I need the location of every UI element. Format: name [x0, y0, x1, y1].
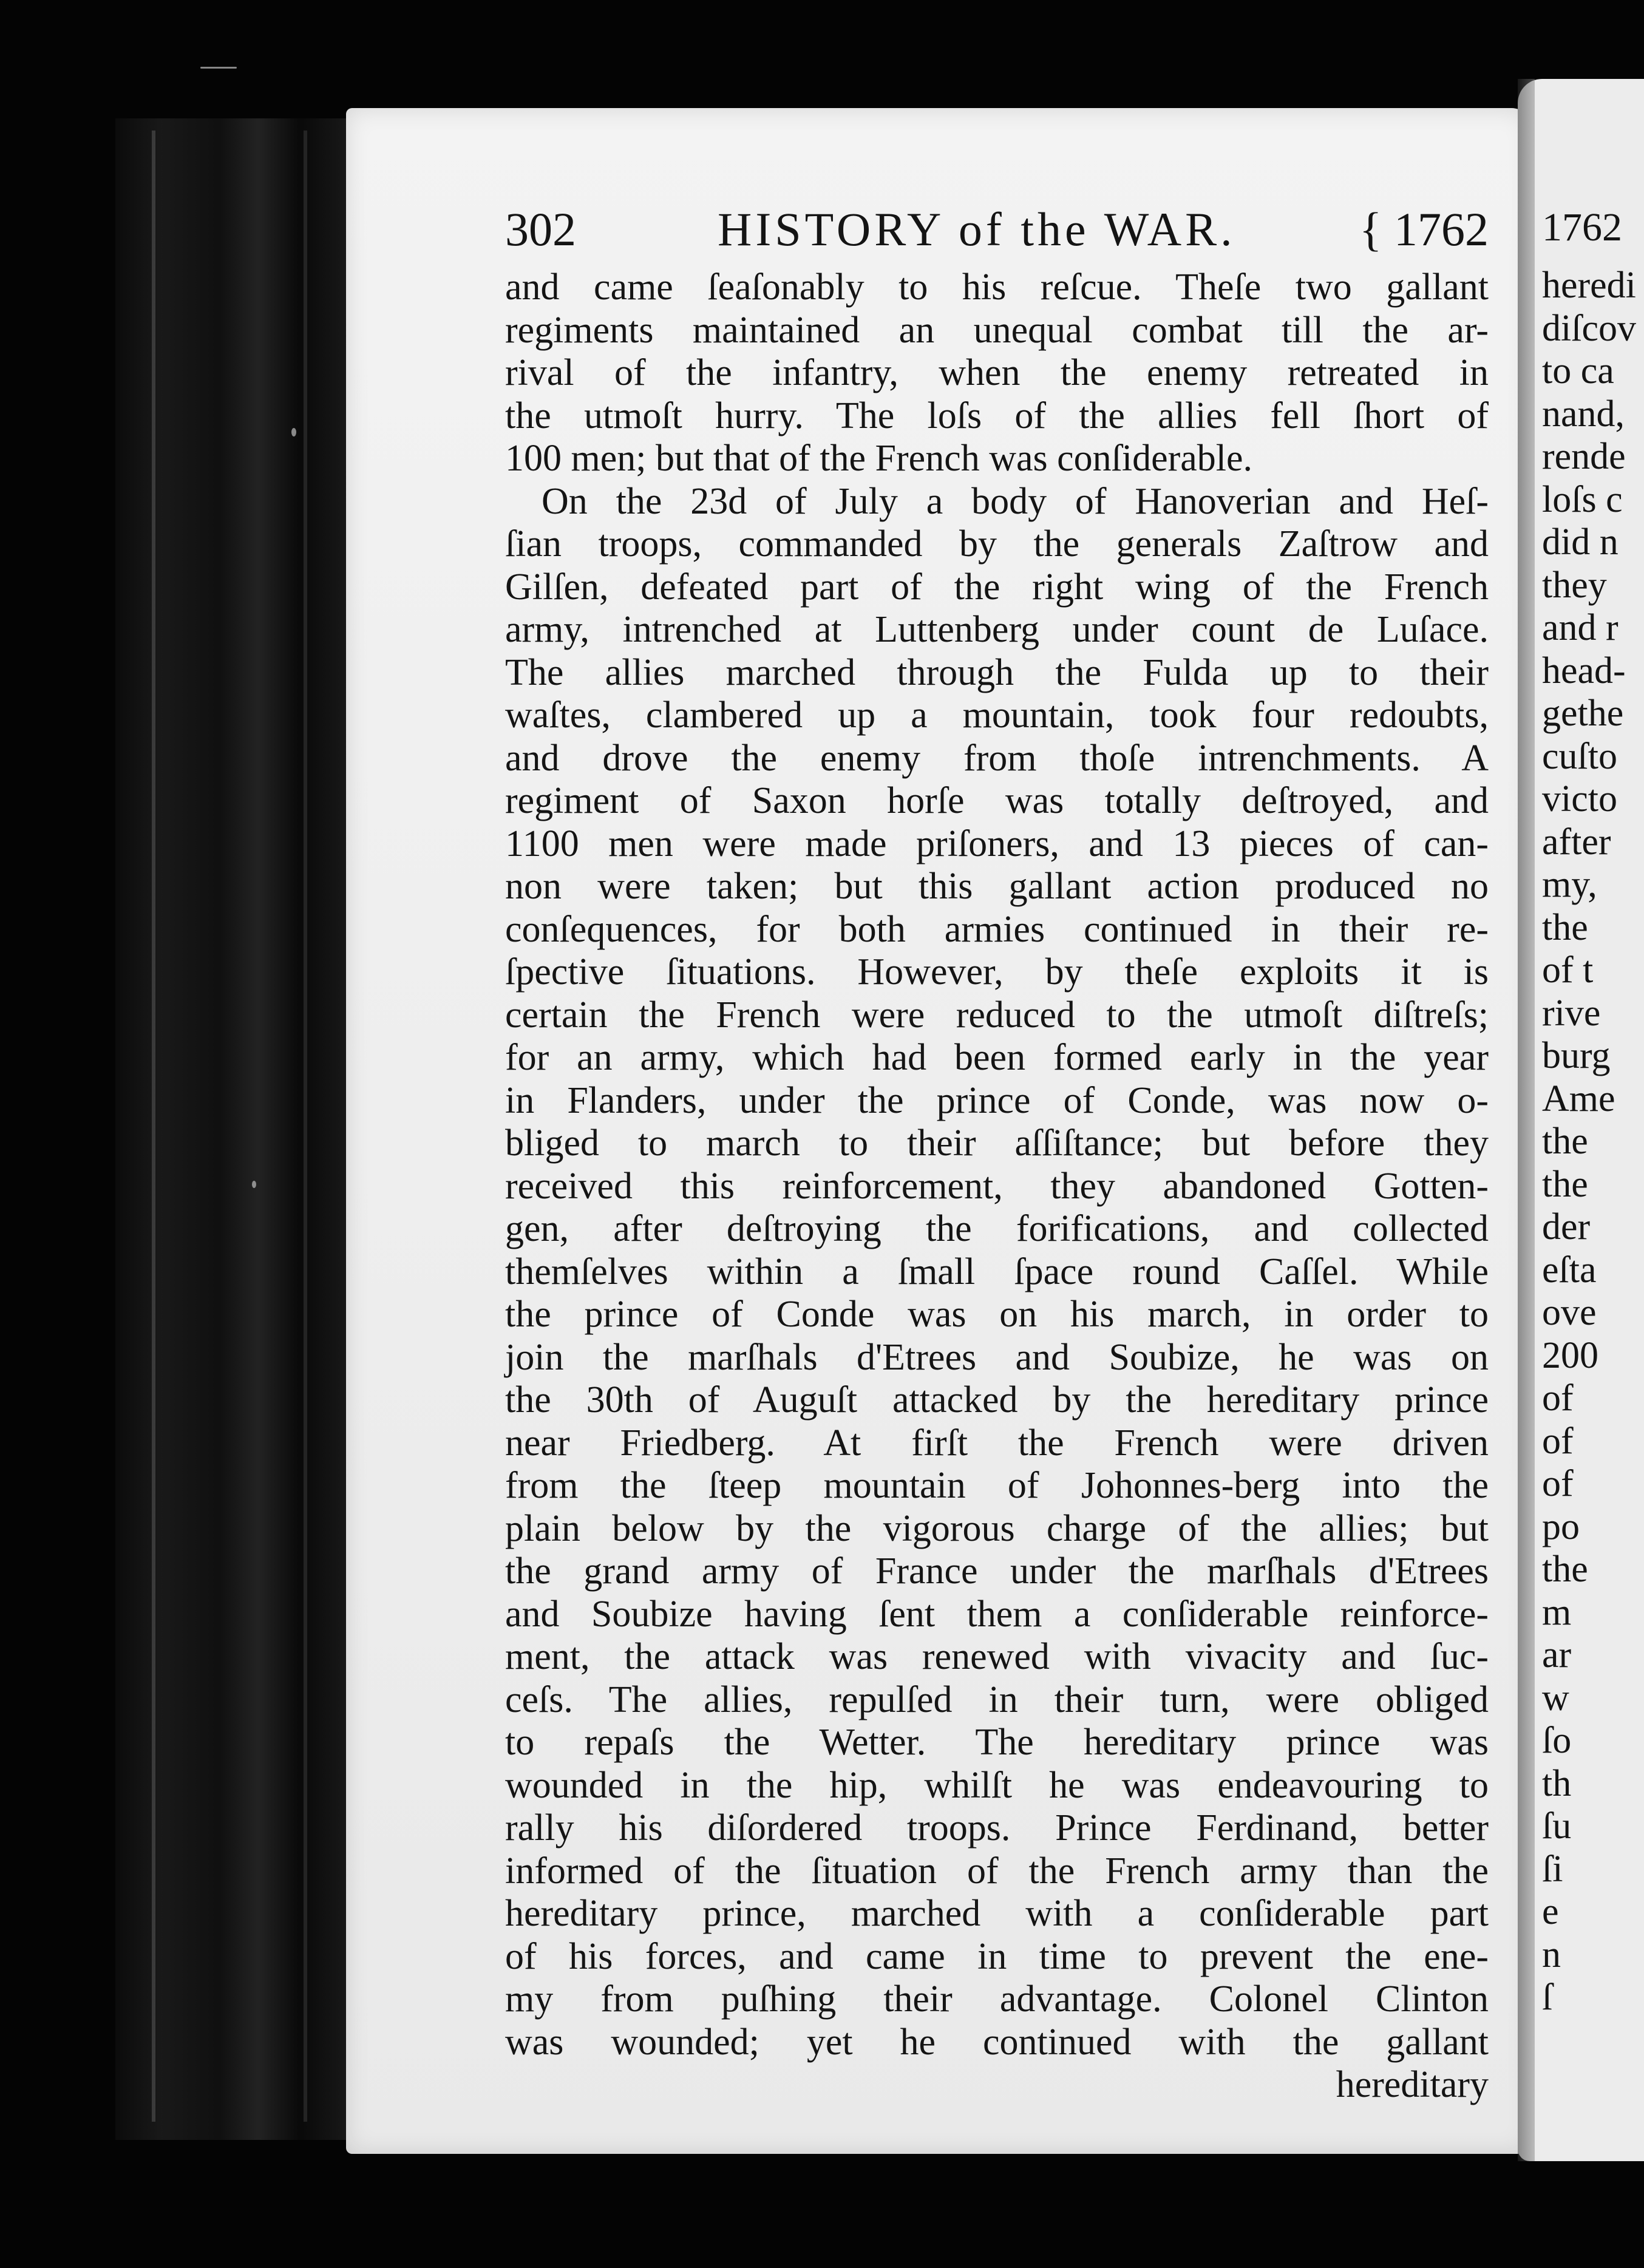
- text-line: Gilſen, defeated part of the right wing of the French: [505, 566, 1489, 608]
- text-line: near Friedberg. At firſt the French were driven: [505, 1422, 1489, 1464]
- right-page-text-line: e: [1542, 1891, 1559, 1932]
- right-page-text-line: w: [1542, 1677, 1569, 1719]
- right-page-text-block: [1542, 191, 1636, 2019]
- right-page-text-line: n: [1542, 1934, 1561, 1975]
- right-page-text-line: the: [1542, 1163, 1588, 1205]
- text-line: was wounded; yet he continued with the gallant: [505, 2021, 1489, 2063]
- right-page-text-line: eſta: [1542, 1249, 1597, 1291]
- text-line: army, intrenched at Luttenberg under count de Luſace.: [505, 609, 1489, 650]
- text-line: to repaſs the Wetter. The hereditary prince was: [505, 1722, 1489, 1763]
- right-page-text-line: cuſto: [1542, 735, 1617, 777]
- text-line: non were taken; but this gallant action produced no: [505, 866, 1489, 907]
- right-page-text-line: of t: [1542, 949, 1594, 991]
- text-line: 1100 men were made priſoners, and 13 pieces of can-: [505, 823, 1489, 864]
- right-page-text-line: 200: [1542, 1334, 1598, 1376]
- text-line: my from puſhing their advantage. Colonel Clinton: [505, 1978, 1489, 2020]
- right-page-text-line: the: [1542, 1121, 1588, 1162]
- text-line: The allies marched through the Fulda up to their: [505, 651, 1489, 693]
- right-page-text-line: loſs c: [1542, 478, 1623, 520]
- catchword: hereditary: [1336, 2064, 1489, 2105]
- right-page-text-line: of: [1542, 1463, 1574, 1504]
- text-line: bliged to march to their aſſiſtance; but before they: [505, 1122, 1489, 1164]
- binding-edge: [152, 131, 155, 2122]
- right-page-text-line: of: [1542, 1377, 1574, 1419]
- right-page-text-line: th: [1542, 1762, 1572, 1804]
- text-line: ment, the attack was renewed with vivacity and ſuc-: [505, 1636, 1489, 1677]
- text-line: for an army, which had been formed early in the year: [505, 1037, 1489, 1078]
- text-line: rival of the infantry, when the enemy retreated in: [505, 352, 1489, 393]
- right-page-body-text: [1542, 264, 1636, 2019]
- right-page-text-line: ſo: [1542, 1720, 1572, 1761]
- text-line: waſtes, clambered up a mountain, took four redoubts,: [505, 694, 1489, 736]
- right-page-text-line: diſcov: [1542, 307, 1636, 349]
- right-page-text-line: Ame: [1542, 1078, 1615, 1119]
- body-text: [505, 266, 1489, 2063]
- right-page-text-line: victo: [1542, 778, 1617, 820]
- binding-edge: [304, 131, 307, 2122]
- text-line: the grand army of France under the marſhals d'Etrees: [505, 1550, 1489, 1592]
- text-line: regiment of Saxon horſe was totally deſtroyed, and: [505, 780, 1489, 821]
- text-line: the 30th of Auguſt attacked by the hereditary prince: [505, 1379, 1489, 1421]
- right-page-text-line: heredi: [1542, 265, 1636, 306]
- text-line: rally his diſordered troops. Prince Ferdinand, better: [505, 1807, 1489, 1849]
- left-page-text-block: [505, 193, 1489, 2106]
- right-page-text-line: after: [1542, 821, 1611, 863]
- right-page-text-line: gethe: [1542, 693, 1624, 734]
- text-line: in Flanders, under the prince of Conde, was now o-: [505, 1079, 1489, 1121]
- right-page-text-line: ove: [1542, 1292, 1597, 1333]
- text-line: 100 men; but that of the French was conſiderable.: [505, 438, 1253, 479]
- text-line: hereditary prince, marched with a conſiderable part: [505, 1893, 1489, 1934]
- right-page-text-line: the: [1542, 906, 1588, 948]
- text-line: ſpective ſituations. However, by theſe exploits it is: [505, 951, 1489, 993]
- right-page-year: 1762: [1542, 205, 1622, 250]
- right-page-text-line: and r: [1542, 607, 1619, 648]
- text-line: and drove the enemy from thoſe intrenchments. A: [505, 737, 1489, 779]
- right-page-text-line: to ca: [1542, 350, 1614, 392]
- right-page-text-line: of: [1542, 1420, 1574, 1462]
- year-marker: { 1762: [1359, 203, 1489, 256]
- book-binding: [115, 118, 346, 2140]
- text-line: certain the French were reduced to the utmoſt diſtreſs;: [505, 994, 1489, 1036]
- right-page-text-line: did n: [1542, 521, 1619, 563]
- scan-speck: [291, 428, 296, 436]
- right-page-text-line: burg: [1542, 1035, 1611, 1076]
- page-number: 302: [505, 203, 576, 256]
- right-page-text-line: der: [1542, 1206, 1591, 1248]
- text-line: wounded in the hip, whilſt he was endeavouring to: [505, 1764, 1489, 1806]
- text-line: conſequences, for both armies continued in their re-: [505, 908, 1489, 950]
- scan-speck: [252, 1181, 256, 1188]
- text-line: and Soubize having ſent them a conſiderable reinforce-: [505, 1593, 1489, 1635]
- text-line: ſian troops, commanded by the generals Zaſtrow and: [505, 523, 1489, 565]
- right-page-text-line: ſi: [1542, 1848, 1563, 1890]
- text-line: plain below by the vigorous charge of the allies; but: [505, 1507, 1489, 1549]
- text-line: join the marſhals d'Etrees and Soubize, he was on: [505, 1336, 1489, 1378]
- text-line: from the ſteep mountain of Johonnes-berg into the: [505, 1465, 1489, 1506]
- text-line: received this reinforcement, they abandoned Gotten-: [505, 1165, 1489, 1207]
- left-page: [346, 108, 1530, 2154]
- right-page-text-line: rive: [1542, 992, 1601, 1034]
- text-line: the utmoſt hurry. The loſs of the allies fell ſhort of: [505, 395, 1489, 436]
- right-page-text-line: the: [1542, 1549, 1588, 1590]
- text-line: informed of the ſituation of the French army than the: [505, 1850, 1489, 1892]
- right-page-text-line: ar: [1542, 1634, 1572, 1676]
- right-page-text-line: head-: [1542, 650, 1626, 691]
- right-page-text-line: my,: [1542, 864, 1597, 905]
- right-page-text-line: ſu: [1542, 1805, 1572, 1847]
- right-page-text-line: rende: [1542, 436, 1626, 477]
- text-line: On the 23d of July a body of Hanoverian and Heſ-: [542, 480, 1489, 522]
- right-page-text-line: nand,: [1542, 393, 1625, 435]
- text-line: and came ſeaſonably to his reſcue. Theſe two gallant: [505, 267, 1489, 308]
- text-line: regiments maintained an unequal combat till the ar-: [505, 309, 1489, 351]
- right-page-text-line: m: [1542, 1591, 1572, 1633]
- right-page-fragment: [1518, 79, 1644, 2161]
- right-page-text-line: po: [1542, 1506, 1580, 1547]
- right-page-text-line: ſ: [1542, 1977, 1553, 2018]
- text-line: gen, after deſtroying the forifications, and collected: [505, 1208, 1489, 1249]
- right-page-gutter: [1518, 79, 1535, 2161]
- text-line: the prince of Conde was on his march, in order to: [505, 1294, 1489, 1335]
- right-page-text-line: they: [1542, 564, 1607, 606]
- text-line: themſelves within a ſmall ſpace round Caſſel. While: [505, 1251, 1489, 1292]
- scan-speck: [200, 67, 237, 69]
- text-line: of his forces, and came in time to prevent the ene-: [505, 1935, 1489, 1977]
- running-title: HISTORY of the WAR.: [718, 203, 1236, 256]
- running-head: [505, 193, 1489, 266]
- text-line: ceſs. The allies, repulſed in their turn, were obliged: [505, 1679, 1489, 1720]
